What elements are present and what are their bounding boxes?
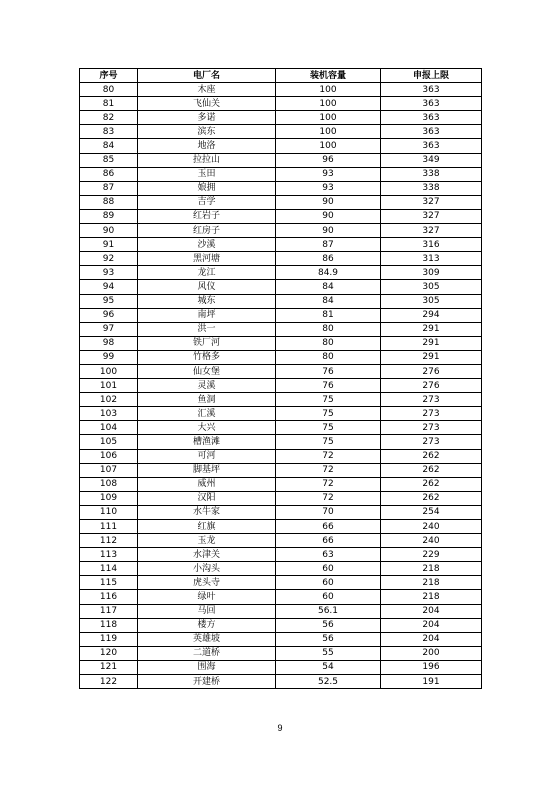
cell-serial-no: 83: [80, 125, 138, 139]
cell-installed-capacity: 90: [276, 209, 381, 223]
cell-plant-name: 铁厂河: [138, 336, 276, 350]
cell-plant-name: 滨东: [138, 125, 276, 139]
cell-installed-capacity: 54: [276, 660, 381, 674]
cell-serial-no: 92: [80, 252, 138, 266]
table-row: [80, 435, 482, 449]
cell-plant-name: 楼方: [138, 618, 276, 632]
cell-plant-name: 威州: [138, 477, 276, 491]
cell-plant-name: 马回: [138, 604, 276, 618]
cell-bid-cap: 273: [381, 407, 482, 421]
cell-bid-cap: 204: [381, 618, 482, 632]
table-row: [80, 209, 482, 223]
cell-serial-no: 88: [80, 195, 138, 209]
cell-serial-no: 104: [80, 421, 138, 435]
cell-serial-no: 107: [80, 463, 138, 477]
cell-installed-capacity: 100: [276, 111, 381, 125]
table-row: [80, 407, 482, 421]
cell-serial-no: 99: [80, 350, 138, 364]
table-row: [80, 294, 482, 308]
cell-bid-cap: 262: [381, 477, 482, 491]
cell-serial-no: 102: [80, 393, 138, 407]
cell-installed-capacity: 56.1: [276, 604, 381, 618]
table-row: [80, 350, 482, 364]
cell-installed-capacity: 60: [276, 562, 381, 576]
cell-plant-name: 娘拥: [138, 181, 276, 195]
table-row: [80, 379, 482, 393]
table-row: [80, 153, 482, 167]
cell-installed-capacity: 90: [276, 195, 381, 209]
cell-installed-capacity: 66: [276, 534, 381, 548]
cell-installed-capacity: 75: [276, 393, 381, 407]
cell-bid-cap: 305: [381, 294, 482, 308]
cell-bid-cap: 363: [381, 97, 482, 111]
table-row: [80, 83, 482, 97]
cell-installed-capacity: 72: [276, 491, 381, 505]
cell-installed-capacity: 56: [276, 632, 381, 646]
page-number: 9: [277, 723, 283, 733]
table-row: [80, 646, 482, 660]
cell-plant-name: 脚基坪: [138, 463, 276, 477]
cell-installed-capacity: 76: [276, 379, 381, 393]
header-serial-no: 序号: [80, 69, 138, 83]
cell-serial-no: 111: [80, 520, 138, 534]
cell-plant-name: 大兴: [138, 421, 276, 435]
cell-plant-name: 竹格多: [138, 350, 276, 364]
cell-bid-cap: 338: [381, 167, 482, 181]
table-row: [80, 675, 482, 689]
table-row: [80, 224, 482, 238]
cell-plant-name: 英雄坡: [138, 632, 276, 646]
table-row: [80, 97, 482, 111]
cell-plant-name: 开建桥: [138, 675, 276, 689]
header-installed-capacity: 装机容量: [276, 69, 381, 83]
table-row: [80, 463, 482, 477]
cell-bid-cap: 305: [381, 280, 482, 294]
cell-bid-cap: 363: [381, 139, 482, 153]
table-row: [80, 266, 482, 280]
cell-plant-name: 二道桥: [138, 646, 276, 660]
cell-serial-no: 108: [80, 477, 138, 491]
cell-plant-name: 多诺: [138, 111, 276, 125]
cell-bid-cap: 191: [381, 675, 482, 689]
cell-plant-name: 吉学: [138, 195, 276, 209]
cell-serial-no: 82: [80, 111, 138, 125]
cell-bid-cap: 196: [381, 660, 482, 674]
cell-installed-capacity: 96: [276, 153, 381, 167]
table-row: [80, 111, 482, 125]
cell-plant-name: 玉龙: [138, 534, 276, 548]
cell-bid-cap: 254: [381, 505, 482, 519]
cell-plant-name: 绿叶: [138, 590, 276, 604]
cell-serial-no: 90: [80, 224, 138, 238]
cell-bid-cap: 218: [381, 576, 482, 590]
table-row: [80, 336, 482, 350]
cell-plant-name: 红房子: [138, 224, 276, 238]
table-row: [80, 548, 482, 562]
cell-bid-cap: 363: [381, 125, 482, 139]
cell-installed-capacity: 90: [276, 224, 381, 238]
cell-plant-name: 沙溪: [138, 238, 276, 252]
table-row: [80, 660, 482, 674]
cell-bid-cap: 309: [381, 266, 482, 280]
cell-serial-no: 120: [80, 646, 138, 660]
cell-installed-capacity: 93: [276, 181, 381, 195]
cell-bid-cap: 273: [381, 393, 482, 407]
table-row: [80, 238, 482, 252]
cell-serial-no: 116: [80, 590, 138, 604]
cell-plant-name: 小沟头: [138, 562, 276, 576]
cell-bid-cap: 204: [381, 604, 482, 618]
cell-plant-name: 鱼洞: [138, 393, 276, 407]
cell-bid-cap: 200: [381, 646, 482, 660]
table-row: [80, 252, 482, 266]
cell-plant-name: 飞仙关: [138, 97, 276, 111]
cell-bid-cap: 262: [381, 449, 482, 463]
cell-installed-capacity: 75: [276, 421, 381, 435]
cell-bid-cap: 276: [381, 379, 482, 393]
table-row: [80, 167, 482, 181]
cell-installed-capacity: 100: [276, 83, 381, 97]
cell-installed-capacity: 80: [276, 322, 381, 336]
cell-installed-capacity: 86: [276, 252, 381, 266]
header-bid-cap: 申报上限: [381, 69, 482, 83]
cell-installed-capacity: 76: [276, 364, 381, 378]
table-header-row: [80, 69, 482, 83]
cell-bid-cap: 204: [381, 632, 482, 646]
cell-serial-no: 112: [80, 534, 138, 548]
cell-installed-capacity: 93: [276, 167, 381, 181]
cell-plant-name: 汇溪: [138, 407, 276, 421]
cell-bid-cap: 291: [381, 350, 482, 364]
cell-plant-name: 黑河塘: [138, 252, 276, 266]
cell-plant-name: 仙女堡: [138, 364, 276, 378]
cell-bid-cap: 338: [381, 181, 482, 195]
cell-serial-no: 114: [80, 562, 138, 576]
cell-installed-capacity: 100: [276, 97, 381, 111]
cell-serial-no: 121: [80, 660, 138, 674]
cell-installed-capacity: 80: [276, 350, 381, 364]
cell-bid-cap: 229: [381, 548, 482, 562]
cell-serial-no: 103: [80, 407, 138, 421]
cell-bid-cap: 363: [381, 83, 482, 97]
cell-bid-cap: 273: [381, 421, 482, 435]
cell-serial-no: 119: [80, 632, 138, 646]
cell-installed-capacity: 72: [276, 477, 381, 491]
table-row: [80, 505, 482, 519]
cell-serial-no: 85: [80, 153, 138, 167]
table-row: [80, 562, 482, 576]
cell-plant-name: 风仪: [138, 280, 276, 294]
cell-serial-no: 91: [80, 238, 138, 252]
cell-plant-name: 灵溪: [138, 379, 276, 393]
table-row: [80, 195, 482, 209]
table-row: [80, 280, 482, 294]
cell-bid-cap: 316: [381, 238, 482, 252]
cell-plant-name: 水津关: [138, 548, 276, 562]
cell-serial-no: 80: [80, 83, 138, 97]
cell-plant-name: 汉阳: [138, 491, 276, 505]
cell-serial-no: 86: [80, 167, 138, 181]
cell-bid-cap: 218: [381, 590, 482, 604]
power-plant-table: [79, 68, 482, 689]
cell-serial-no: 113: [80, 548, 138, 562]
cell-bid-cap: 240: [381, 534, 482, 548]
cell-serial-no: 122: [80, 675, 138, 689]
cell-serial-no: 105: [80, 435, 138, 449]
cell-plant-name: 虎头寺: [138, 576, 276, 590]
cell-plant-name: 玉田: [138, 167, 276, 181]
cell-bid-cap: 291: [381, 322, 482, 336]
cell-installed-capacity: 84.9: [276, 266, 381, 280]
cell-serial-no: 115: [80, 576, 138, 590]
cell-bid-cap: 276: [381, 364, 482, 378]
cell-bid-cap: 262: [381, 491, 482, 505]
cell-installed-capacity: 80: [276, 336, 381, 350]
table-row: [80, 125, 482, 139]
cell-serial-no: 81: [80, 97, 138, 111]
cell-bid-cap: 240: [381, 520, 482, 534]
cell-serial-no: 95: [80, 294, 138, 308]
cell-serial-no: 89: [80, 209, 138, 223]
cell-installed-capacity: 55: [276, 646, 381, 660]
cell-bid-cap: 327: [381, 209, 482, 223]
cell-serial-no: 100: [80, 364, 138, 378]
cell-plant-name: 围海: [138, 660, 276, 674]
cell-plant-name: 水牛家: [138, 505, 276, 519]
cell-installed-capacity: 75: [276, 407, 381, 421]
table-row: [80, 534, 482, 548]
table-row: [80, 477, 482, 491]
cell-plant-name: 地洛: [138, 139, 276, 153]
table-row: [80, 322, 482, 336]
cell-bid-cap: 218: [381, 562, 482, 576]
cell-installed-capacity: 60: [276, 576, 381, 590]
cell-installed-capacity: 75: [276, 435, 381, 449]
cell-bid-cap: 327: [381, 224, 482, 238]
cell-installed-capacity: 87: [276, 238, 381, 252]
table-row: [80, 449, 482, 463]
cell-bid-cap: 291: [381, 336, 482, 350]
cell-serial-no: 84: [80, 139, 138, 153]
cell-plant-name: 拉拉山: [138, 153, 276, 167]
table-row: [80, 590, 482, 604]
cell-bid-cap: 262: [381, 463, 482, 477]
table-row: [80, 364, 482, 378]
table-row: [80, 632, 482, 646]
cell-installed-capacity: 84: [276, 294, 381, 308]
cell-plant-name: 红岩子: [138, 209, 276, 223]
cell-bid-cap: 363: [381, 111, 482, 125]
cell-serial-no: 106: [80, 449, 138, 463]
table-row: [80, 421, 482, 435]
cell-serial-no: 117: [80, 604, 138, 618]
cell-bid-cap: 327: [381, 195, 482, 209]
cell-plant-name: 城东: [138, 294, 276, 308]
cell-installed-capacity: 70: [276, 505, 381, 519]
cell-bid-cap: 273: [381, 435, 482, 449]
cell-installed-capacity: 84: [276, 280, 381, 294]
table-row: [80, 393, 482, 407]
cell-plant-name: 南坪: [138, 308, 276, 322]
cell-plant-name: 龙江: [138, 266, 276, 280]
cell-installed-capacity: 72: [276, 463, 381, 477]
cell-serial-no: 93: [80, 266, 138, 280]
table-row: [80, 576, 482, 590]
table-row: [80, 618, 482, 632]
cell-serial-no: 110: [80, 505, 138, 519]
cell-installed-capacity: 72: [276, 449, 381, 463]
cell-serial-no: 109: [80, 491, 138, 505]
cell-serial-no: 87: [80, 181, 138, 195]
cell-bid-cap: 313: [381, 252, 482, 266]
cell-serial-no: 94: [80, 280, 138, 294]
cell-serial-no: 98: [80, 336, 138, 350]
cell-serial-no: 118: [80, 618, 138, 632]
cell-installed-capacity: 66: [276, 520, 381, 534]
cell-serial-no: 97: [80, 322, 138, 336]
cell-plant-name: 槽渔滩: [138, 435, 276, 449]
cell-installed-capacity: 63: [276, 548, 381, 562]
cell-installed-capacity: 81: [276, 308, 381, 322]
cell-bid-cap: 294: [381, 308, 482, 322]
cell-plant-name: 木座: [138, 83, 276, 97]
table-row: [80, 139, 482, 153]
cell-installed-capacity: 60: [276, 590, 381, 604]
cell-plant-name: 洪一: [138, 322, 276, 336]
table-row: [80, 520, 482, 534]
table-row: [80, 604, 482, 618]
cell-bid-cap: 349: [381, 153, 482, 167]
cell-installed-capacity: 56: [276, 618, 381, 632]
table-row: [80, 181, 482, 195]
table-row: [80, 308, 482, 322]
cell-installed-capacity: 52.5: [276, 675, 381, 689]
cell-plant-name: 可河: [138, 449, 276, 463]
table-row: [80, 491, 482, 505]
cell-installed-capacity: 100: [276, 139, 381, 153]
cell-plant-name: 红旗: [138, 520, 276, 534]
table-body: [80, 83, 482, 689]
cell-installed-capacity: 100: [276, 125, 381, 139]
cell-serial-no: 101: [80, 379, 138, 393]
cell-serial-no: 96: [80, 308, 138, 322]
header-plant-name: 电厂名: [138, 69, 276, 83]
